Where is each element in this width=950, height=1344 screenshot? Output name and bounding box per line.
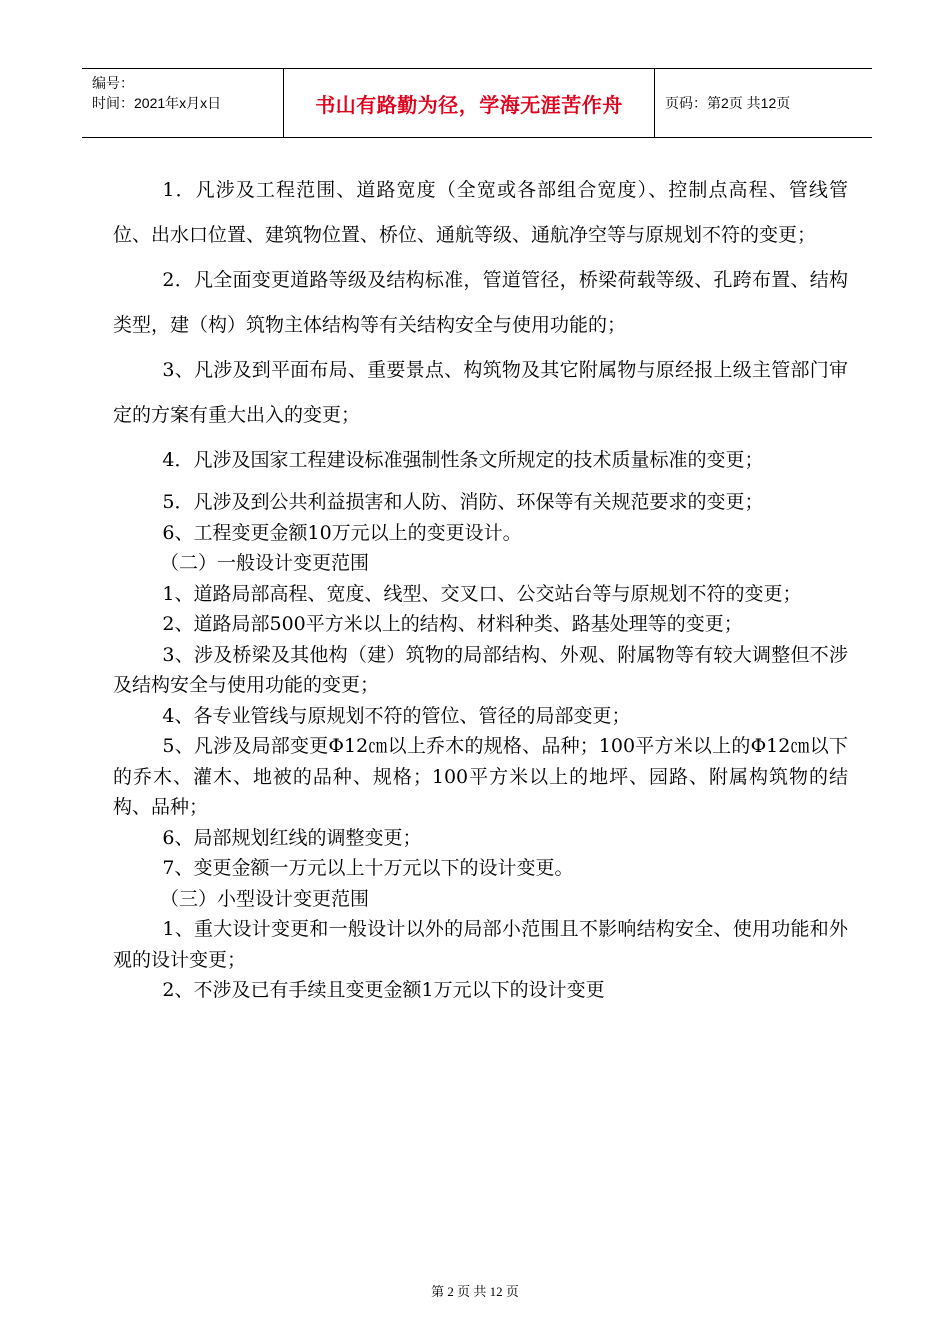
header-page-info: 页码：第2页 共12页 (665, 95, 791, 111)
section-2-title: （二）一般设计变更范围 (160, 552, 370, 574)
page-footer: 第 2 页 共 12 页 (431, 1284, 519, 1299)
paragraph-item-1: 1．凡涉及工程范围、道路宽度（全宽或各部组合宽度）、控制点高程、管线管位、出水口位置、建筑物位置、桥位、通航等级、通航净空等与原规划不符的变更； (113, 179, 848, 246)
page-header (82, 68, 872, 138)
section-3-title: （三）小型设计变更范围 (160, 887, 370, 910)
section-3-item: 1、重大设计变更和一般设计以外的局部小范围且不影响结构安全、使用功能和外观的设计变更； (113, 918, 848, 971)
header-meta-cell (82, 69, 284, 137)
section-2-item: 1、道路局部高程、宽度、线型、交叉口、公交站台等与原规划不符的变更； (162, 582, 802, 605)
paragraph-item-6: 6、工程变更金额10万元以上的变更设计。 (162, 521, 522, 544)
section-2-item: 7、变更金额一万元以上十万元以下的设计变更。 (162, 857, 574, 879)
section-2-item: 6、局部规划红线的调整变更； (162, 826, 422, 849)
section-2-item: 5、凡涉及局部变更Φ12㎝以上乔木的规格、品种；100平方米以上的Φ12㎝以下的乔木、灌木、地被的品种、规格；100平方米以上的地坪、园路、附属构筑物的结构、品种； (113, 735, 848, 818)
header-motto: 书山有路勤为径，学海无涯苦作舟 (284, 69, 655, 137)
paragraph-item-3: 3、凡涉及到平面布局、重要景点、构筑物及其它附属物与原经报上级主管部门审定的方案有重大出入的变更； (113, 359, 848, 426)
document-body (113, 168, 848, 1006)
number-label: 编号： (92, 75, 134, 91)
paragraph-item-5: 5．凡涉及到公共利益损害和人防、消防、环保等有关规范要求的变更； (162, 491, 764, 513)
section-2-item: 3、涉及桥梁及其他构（建）筑物的局部结构、外观、附属物等有较大调整但不涉及结构安全与使用功能的变更； (113, 643, 848, 696)
paragraph-item-2: 2．凡全面变更道路等级及结构标准，管道管径，桥梁荷载等级、孔跨布置、结构类型，建（构）筑物主体结构等有关结构安全与使用功能的； (113, 269, 848, 336)
section-2-item: 2、道路局部500平方米以上的结构、材料种类、路基处理等的变更； (162, 613, 743, 635)
section-3-item: 2、不涉及已有手续且变更金额1万元以下的设计变更 (162, 979, 605, 1001)
time-label: 时间：2021年x月x日 (92, 95, 222, 111)
paragraph-item-4: 4．凡涉及国家工程建设标准强制性条文所规定的技术质量标准的变更； (162, 449, 764, 471)
section-2-item: 4、各专业管线与原规划不符的管位、管径的局部变更； (162, 704, 631, 727)
